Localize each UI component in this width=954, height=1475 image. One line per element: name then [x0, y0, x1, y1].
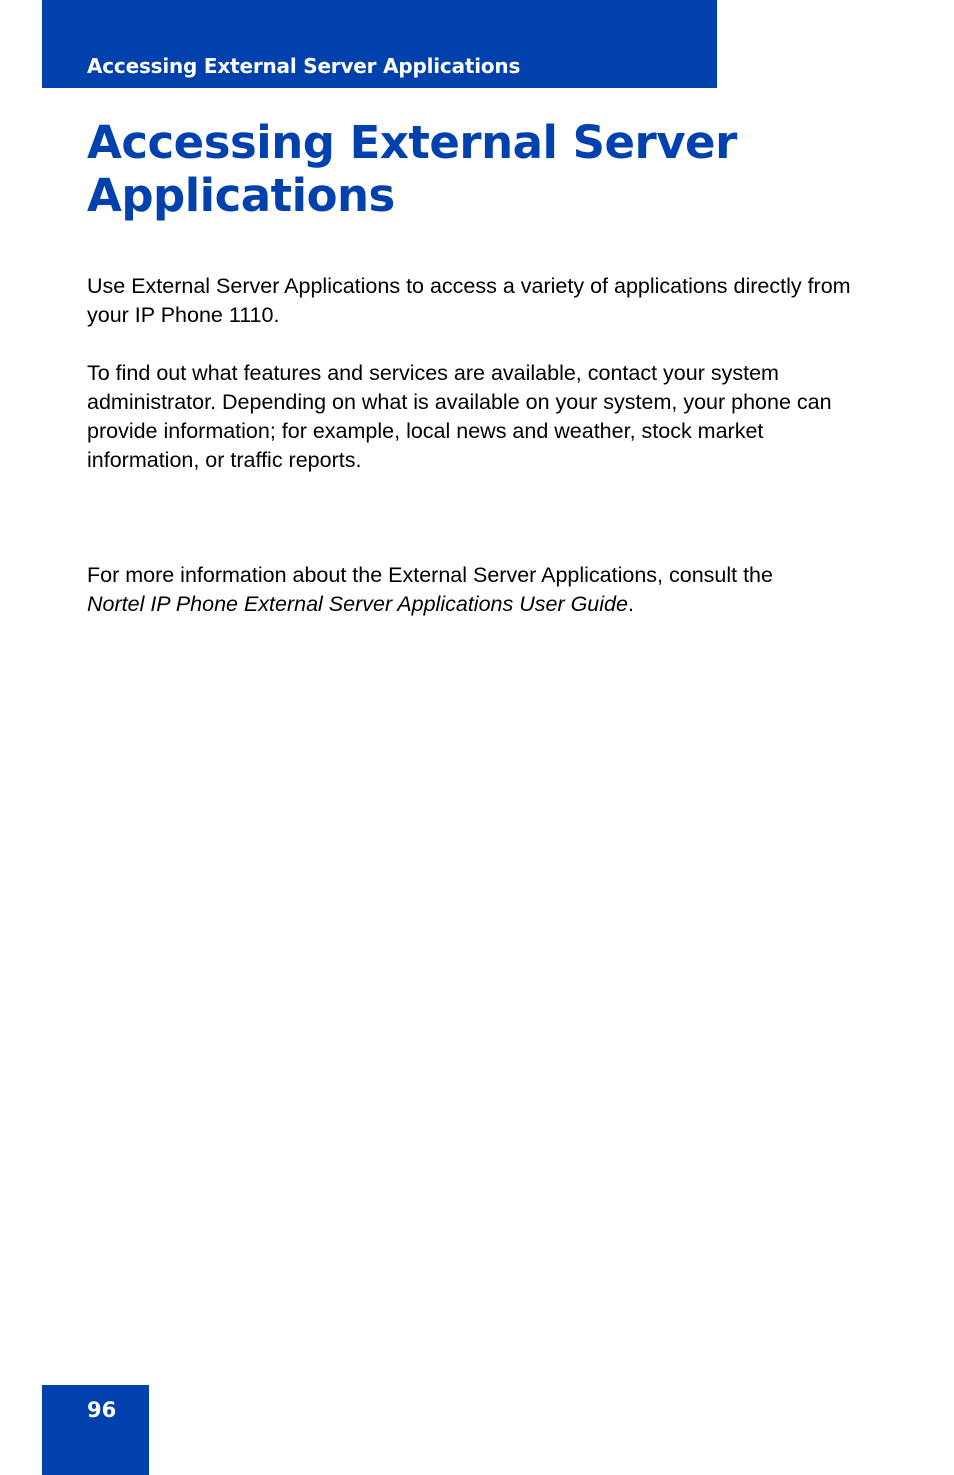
page-number: 96 — [87, 1398, 117, 1422]
running-header-title: Accessing External Server Applications — [87, 54, 521, 78]
page-number-box — [42, 1385, 149, 1475]
running-header-bar — [42, 0, 717, 88]
more-info-suffix: . — [627, 592, 634, 616]
more-info-prefix: For more information about the External Server Applications, consult the — [87, 563, 773, 587]
page-title: Accessing External Server Applications — [87, 116, 737, 222]
user-guide-reference: Nortel IP Phone External Server Applications User Guide — [87, 592, 628, 616]
features-paragraph: To find out what features and services are available, contact your system administrator. Depending on what is available on your system, your phone can provide information; for example, local news and weather, stock market information, or traffic reports. — [87, 361, 832, 472]
intro-paragraph: Use External Server Applications to access a variety of applications directly from your IP Phone 1110. — [87, 274, 851, 327]
more-info-paragraph — [87, 561, 877, 619]
